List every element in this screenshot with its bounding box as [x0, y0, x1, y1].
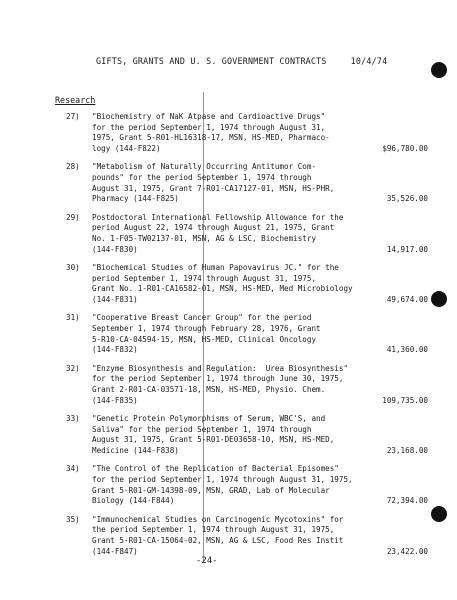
entry-number: 27) — [66, 112, 80, 121]
entry-amount: 35,526.00 — [386, 194, 428, 204]
page-number: -24- — [196, 556, 218, 566]
list-item — [0, 515, 457, 558]
header-title: GIFTS, GRANTS AND U. S. GOVERNMENT CONTRACTS — [96, 56, 327, 66]
entry-number: 33) — [66, 413, 80, 423]
entry-description: "Metabolism of Naturally Occurring Antitumor Com- pounds" for the period September 1, 1974 through August 31, 1975, Grant 7-R01-CA17127-01, MSN, HS-PHR, Pharmacy (144-F825) — [92, 162, 335, 204]
section-heading: Research — [55, 95, 96, 105]
header-date: 10/4/74 — [350, 56, 388, 66]
entry-number: 28) — [66, 162, 80, 172]
entry-description: "Enzyme Biosynthesis and Regulation: Urea Biosynthesis" for the period September 1, 1974 through June 30, 1975, Grant 2-R01-CA-03571-18, MSN, HS-MED, Physio. Chem. (144-F835) — [92, 363, 349, 405]
entry-description: "Biochemistry of NaK Atpase and Cardioactive Drugs" for the period September 1, 1974 through August 31, 1975, Grant 5-R01-HL16318-17, MSN, HS-MED, Pharmaco- logy (144-F822) — [92, 112, 330, 154]
list-item — [0, 464, 457, 507]
list-item — [0, 112, 457, 155]
entry-amount: 23,422.00 — [386, 546, 428, 556]
entry-description: "The Control of the Replication of Bacterial Episomes" for the period September 1, 1974 through August 31, 1975, Grant 5-R01-GM-14398-09, MSN, GRAD, Lab of Molecular Biology (144-F844) — [92, 464, 353, 506]
entry-number: 31) — [66, 313, 80, 323]
list-item — [0, 364, 457, 407]
entry-amount: 109,735.00 — [382, 395, 428, 405]
entry-description: "Genetic Protein Polymorphisms of Serum, WBC'S, and Saliva" for the period September 1, 1974 through August 31, 1975, Grant 5-R01-DE03658-10, MSN, HS-MED, Medicine (144-F838) — [92, 413, 335, 455]
list-item — [0, 313, 457, 356]
binder-hole — [431, 62, 447, 78]
entry-number: 30) — [66, 262, 80, 272]
list-item — [0, 213, 457, 256]
list-item — [0, 414, 457, 457]
entry-description: Postdoctoral International Fellowship Allowance for the period August 22, 1974 through August 21, 1975, Grant No. 1-F05-TW02137-01, MSN, AG & LSC, Biochemistry (144-F830) — [92, 212, 344, 254]
entry-amount: 72,394.00 — [386, 496, 428, 506]
document-header — [96, 56, 387, 66]
entry-amount: 23,168.00 — [386, 445, 428, 455]
entry-amount: 41,360.00 — [386, 345, 428, 355]
entry-amount: 49,674.00 — [386, 295, 428, 305]
entry-number: 29) — [66, 212, 80, 222]
entry-number: 32) — [66, 363, 80, 373]
entry-amount: 14,917.00 — [386, 244, 428, 254]
entry-description: "Biochemical Studies of Human Papovavirus JC." for the period September 1, 1974 through August 31, 1975, Grant No. 1-R01-CA16582-01, MSN, HS-MED, Med Microbiology (144-F831) — [92, 262, 353, 305]
list-item — [0, 162, 457, 205]
entry-description: "Cooperative Breast Cancer Group" for the period September 1, 1974 through February 28, 1976, Grant 5-R10-CA-04594-15, MSN, HS-MED, Clinical Oncology (144-F832) — [92, 313, 321, 355]
entry-number: 35) — [66, 514, 80, 524]
entry-amount: $96,780.00 — [382, 144, 428, 154]
entry-list — [0, 112, 457, 565]
entry-description: "Immunochemical Studies on Carcinogenic Mycotoxins" for the period September 1, 1974 through August 31, 1975, Grant 5-R01-CA-15064-02, MSN, AG & LSC, Food Res Instit (144-F847) — [92, 514, 344, 556]
list-item — [0, 263, 457, 306]
entry-number: 34) — [66, 464, 80, 474]
